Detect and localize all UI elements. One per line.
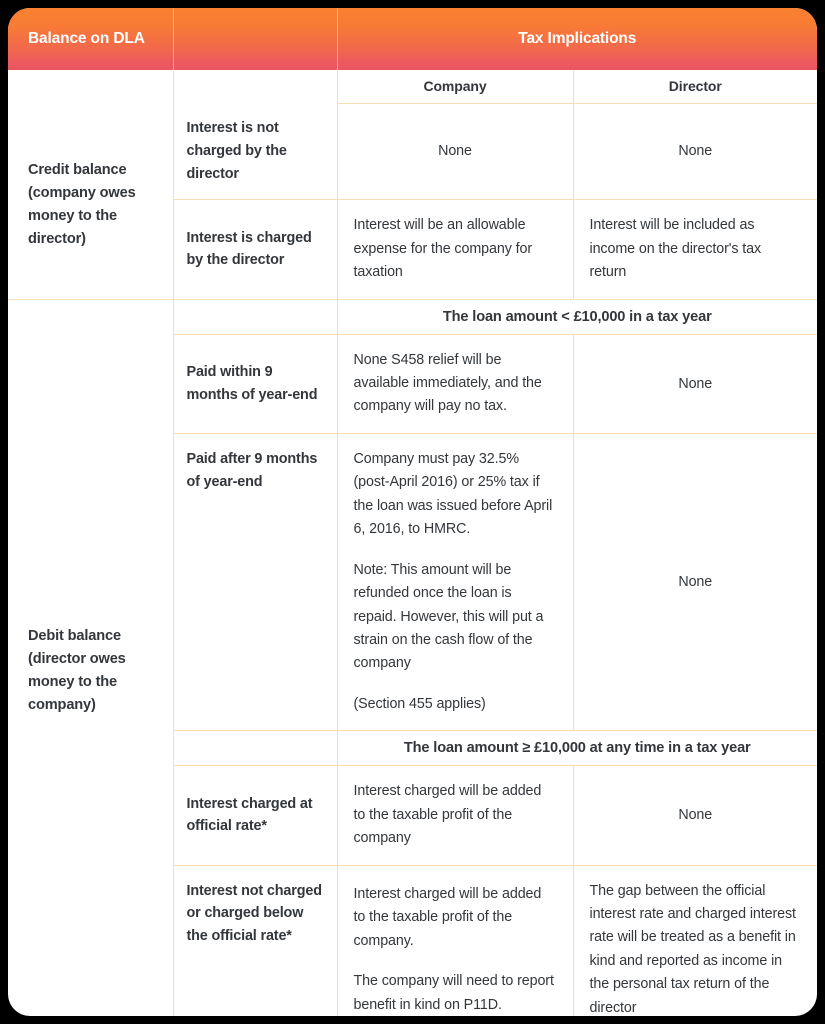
subheader-blank-2 [173,70,337,103]
company-paragraph: Company must pay 32.5% (post-April 2016) or 25% tax if the loan was issued before April 6, 2016, to HMRC. [353,450,553,538]
company-cell: Interest will be an allowable expense for the company for taxation [337,200,573,299]
condition-label: Interest charged at official rate* [173,766,337,865]
director-cell: None [573,103,817,200]
director-cell: Interest will be included as income on the director's tax return [573,200,817,299]
condition-label: Paid within 9 months of year-end [173,334,337,433]
director-cell: None [573,766,817,865]
director-cell: None [573,334,817,433]
table-subheader-row [8,70,817,103]
condition-label: Interest is not charged by the director [173,103,337,200]
company-paragraph: Interest charged will be added to the taxable profit of the company. [353,885,542,949]
condition-label: Interest is charged by the director [173,200,337,299]
group-label-debit-balance: Debit balance (director owes money to the company) [8,299,173,1016]
subheader-director: Director [573,70,817,103]
dla-tax-implications-table [8,8,817,1016]
company-cell: None [337,103,573,200]
company-paragraph: Note: This amount will be refunded once the loan is repaid. However, this will put a strain on the cash flow of the company [353,561,544,672]
company-cell: None S458 relief will be available immediately, and the company will pay no tax. [337,334,573,433]
company-paragraph: The company will need to report benefit in kind on P11D. [353,973,554,1013]
loan-amount-band-over-10k: The loan amount ≥ £10,000 at any time in a tax year [337,731,817,766]
table-row [8,299,817,334]
header-tax-implications: Tax Implications [337,8,817,70]
group-label-credit-balance: Credit balance (company owes money to the director) [8,103,173,299]
table-row [8,103,817,200]
header-balance-on-dla: Balance on DLA [8,8,173,70]
company-paragraph: (Section 455 applies) [353,695,486,712]
director-cell: None [573,433,817,730]
band-spacer-2 [173,731,337,766]
condition-label: Paid after 9 months of year-end [173,433,337,730]
condition-label: Interest not charged or charged below the official rate* [173,865,337,1016]
director-cell: The gap between the official interest rate and charged interest rate will be treated as a benefit in kind and reported as income in the personal tax return of the director [589,882,796,1016]
dla-tax-table-card [8,8,817,1016]
header-spacer [173,8,337,70]
company-cell [337,865,573,1016]
company-cell: Interest charged will be added to the taxable profit of the company [337,766,573,865]
band-spacer-1 [173,299,337,334]
subheader-company: Company [337,70,573,103]
table-header-row [8,8,817,70]
company-cell [337,433,573,730]
subheader-blank-1 [8,70,173,103]
loan-amount-band-under-10k: The loan amount < £10,000 in a tax year [337,299,817,334]
